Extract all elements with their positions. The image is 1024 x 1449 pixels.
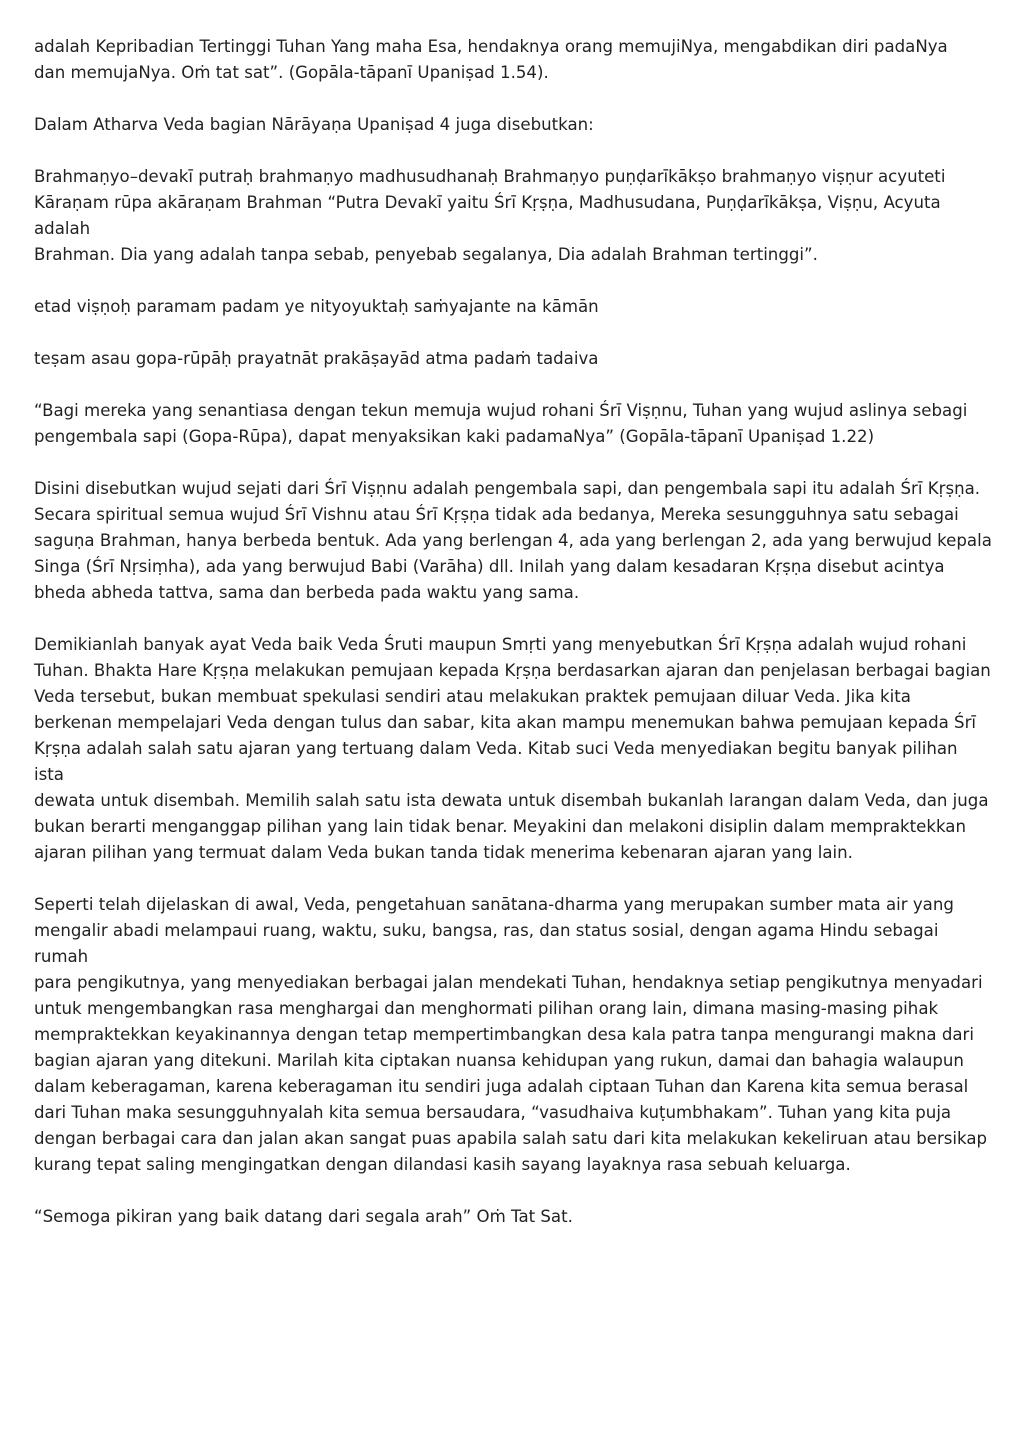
- paragraph-sanskrit-line-1: etad viṣṇoḥ paramam padam ye nityoyuktaḥ saṁyajante na kāmān: [34, 297, 599, 316]
- paragraph-atharva-veda-intro: Dalam Atharva Veda bagian Nārāyaṇa Upaniṣad 4 juga disebutkan:: [34, 115, 594, 134]
- paragraph-explanation: Disini disebutkan wujud sejati dari Śrī Viṣṇnu adalah pengembala sapi, dan pengembala sapi itu adalah Śrī Kṛṣṇa. Secara spiritual semua wujud Śrī Vishnu atau Śrī Kṛṣṇa tidak ada bedanya, Mereka sesungguhnya satu sebagai saguṇa Brahman, hanya berbeda bentuk. Ada yang berlengan 4, ada yang berlengan 2, ada yang berwujud kepala Singa (Śrī Nṛsiṃha), ada yang berwujud Babi (Varāha) dll. Inilah yang dalam kesadaran Kṛṣṇa disebut acintya bheda abheda tattva, sama dan berbeda pada waktu yang sama.: [34, 479, 992, 602]
- paragraph-gopala-translation: “Bagi mereka yang senantiasa dengan tekun memuja wujud rohani Śrī Viṣṇnu, Tuhan yang wujud aslinya sebagi pengembala sapi (Gopa-Rūpa), dapat menyaksikan kaki padamaNya” (Gopāla-tāpanī Upaniṣad 1.22): [34, 401, 968, 446]
- paragraph-closing: “Semoga pikiran yang baik datang dari segala arah” Oṁ Tat Sat.: [34, 1207, 573, 1226]
- paragraph-opening-quote: adalah Kepribadian Tertinggi Tuhan Yang maha Esa, hendaknya orang memujiNya, mengabdikan diri padaNya dan memujaNya. Oṁ tat sat”. (Gopāla-tāpanī Upaniṣad 1.54).: [34, 37, 948, 82]
- document-page: [34, 34, 992, 1256]
- paragraph-narayana-verse: Brahmaṇyo–devakī putraḥ brahmaṇyo madhusudhanaḥ Brahmaṇyo puṇḍarīkākṣo brahmaṇyo viṣṇur acyuteti Kāraṇam rūpa akāraṇam Brahman “Putra Devakī yaitu Śrī Kṛṣṇa, Madhusudana, Puṇḍarīkākṣa, Viṣṇu, Acyuta adalah Brahman. Dia yang adalah tanpa sebab, penyebab segalanya, Dia adalah Brahman tertinggi”.: [34, 167, 946, 264]
- paragraph-sanatana-dharma: Seperti telah dijelaskan di awal, Veda, pengetahuan sanātana-dharma yang merupakan sumber mata air yang mengalir abadi melampaui ruang, waktu, suku, bangsa, ras, dan status sosial, dengan agama Hindu sebagai rumah para pengikutnya, yang menyediakan berbagai jalan mendekati Tuhan, hendaknya setiap pengikutnya menyadari untuk mengembangkan rasa menghargai dan menghormati pilihan orang lain, dimana masing-masing pihak mempraktekkan keyakinannya dengan tetap mempertimbangkan desa kala patra tanpa mengurangi makna dari bagian ajaran yang ditekuni. Marilah kita ciptakan nuansa kehidupan yang rukun, damai dan bahagia walaupun dalam keberagaman, karena keberagaman itu sendiri juga adalah ciptaan Tuhan dan Karena kita semua berasal dari Tuhan maka sesungguhnyalah kita semua bersaudara, “vasudhaiva kuṭumbhakam”. Tuhan yang kita puja dengan berbagai cara dan jalan akan sangat puas apabila salah satu dari kita melakukan kekeliruan atau bersikap kurang tepat saling mengingatkan dengan dilandasi kasih sayang layaknya rasa sebuah keluarga.: [34, 895, 988, 1174]
- paragraph-veda-verses: Demikianlah banyak ayat Veda baik Veda Śruti maupun Smṛti yang menyebutkan Śrī Kṛṣṇa adalah wujud rohani Tuhan. Bhakta Hare Kṛṣṇa melakukan pemujaan kepada Kṛṣṇa berdasarkan ajaran dan penjelasan berbagai bagian Veda tersebut, bukan membuat spekulasi sendiri atau melakukan praktek pemujaan diluar Veda. Jika kita berkenan mempelajari Veda dengan tulus dan sabar, kita akan mampu menemukan bahwa pemujaan kepada Śrī Kṛṣṇa adalah salah satu ajaran yang tertuang dalam Veda. Kitab suci Veda menyediakan begitu banyak pilihan ista dewata untuk disembah. Memilih salah satu ista dewata untuk disembah bukanlah larangan dalam Veda, dan juga bukan berarti menganggap pilihan yang lain tidak benar. Meyakini dan melakoni disiplin dalam mempraktekkan ajaran pilihan yang termuat dalam Veda bukan tanda tidak menerima kebenaran ajaran yang lain.: [34, 635, 991, 862]
- paragraph-sanskrit-line-2: teṣam asau gopa-rūpāḥ prayatnāt prakāṣayād atma padaṁ tadaiva: [34, 349, 599, 368]
